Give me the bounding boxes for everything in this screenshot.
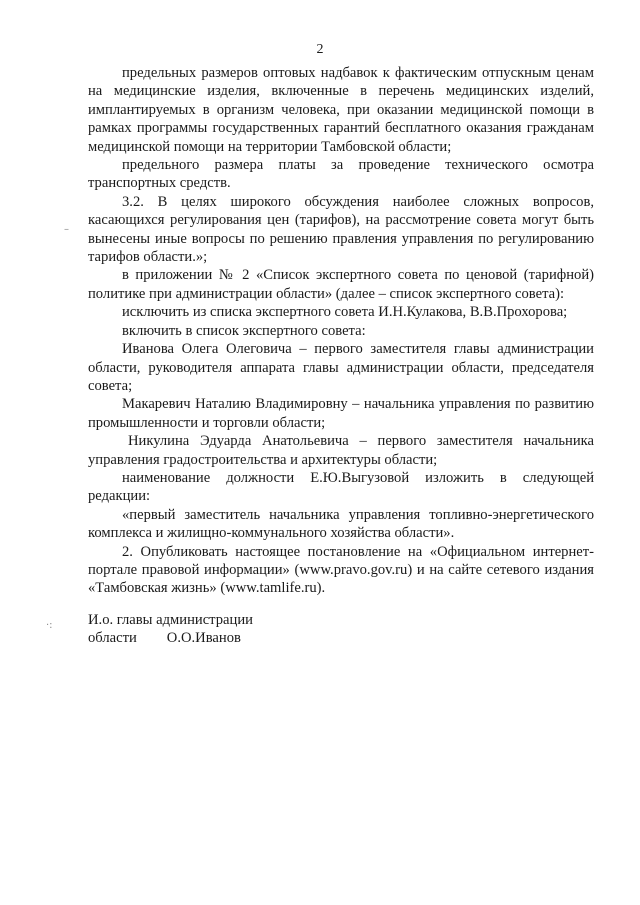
paragraph-publish: 2. Опубликовать настоящее постановление на «Официальном интернет-портале правовой информации» (www.pravo.gov.ru) и на сайте сетевого издания «Тамбовская жизнь» (www.tamlife.ru). xyxy=(88,543,594,597)
document-body xyxy=(88,64,594,598)
page-number: 2 xyxy=(316,42,324,57)
signature-block xyxy=(88,611,388,647)
signature-title: И.о. главы администрации xyxy=(88,612,253,628)
paragraph-member-ivanov: Иванова Олега Олеговича – первого заместителя главы администрации области, руководителя аппарата главы администрации области, председателя совета; xyxy=(88,341,594,394)
paragraph-position-rename: наименование должности Е.Ю.Выгузовой изложить в следующей редакции: xyxy=(88,469,594,505)
paragraph-member-nikulin: Никулина Эдуарда Анатольевича – первого заместителя начальника управления градостроительства и архитектуры области; xyxy=(88,433,594,468)
paragraph-markup-limits: предельных размеров оптовых надбавок к фактическим отпускным ценам на медицинские изделия, включенные в перечень медицинских изделий, имплантируемых в организм человека, при оказании медицинской помощи в рамках программы государственных гарантий бесплатного оказания гражданам медицинской помощи на территории Тамбовской области; xyxy=(88,65,594,155)
paragraph-appendix-2: в приложении № 2 «Список экспертного совета по ценовой (тарифной) политике при администрации области» (далее – список экспертного совета): xyxy=(88,267,594,302)
scan-mark: – xyxy=(64,224,69,235)
scan-mark: ·: xyxy=(46,620,53,631)
paragraph-exclude: исключить из списка экспертного совета И.Н.Кулакова, В.В.Прохорова; xyxy=(122,304,568,321)
signature-region: области xyxy=(88,630,137,646)
paragraph-section-3-2: 3.2. В целях широкого обсуждения наиболее сложных вопросов, касающихся регулирования цен (тарифов), на рассмотрение совета могут быть вынесены иные вопросы по решению правления управления по регулированию тарифов области.»; xyxy=(88,193,594,266)
paragraph-inspection-fee: предельного размера платы за проведение технического осмотра транспортных средств. xyxy=(88,157,594,192)
signature-name: О.О.Иванов xyxy=(166,630,241,646)
signature-line xyxy=(88,629,388,647)
paragraph-new-position: «первый заместитель начальника управления топливно-энергетического комплекса и жилищно-коммунального хозяйства области». xyxy=(88,506,594,542)
paragraph-include: включить в список экспертного совета: xyxy=(122,322,366,339)
paragraph-member-makarevich: Макаревич Наталию Владимировну – начальника управления по развитию промышленности и торговли области; xyxy=(88,396,594,431)
